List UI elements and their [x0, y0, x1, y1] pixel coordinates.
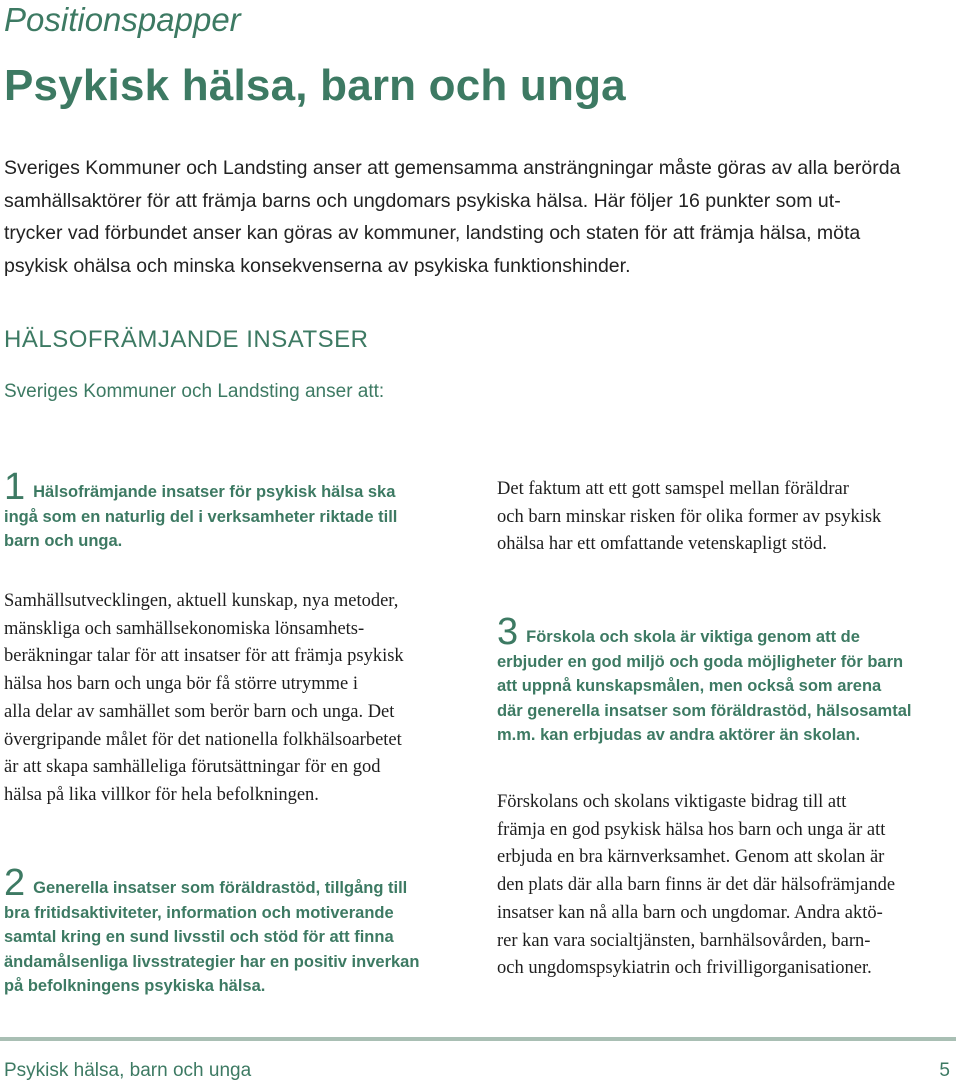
body-line: beräkningar talar för att insatser för att främja psykisk	[4, 646, 404, 667]
point-text-line: erbjuder en god miljö och goda möjligheter för barn	[497, 652, 904, 671]
point-text-line: barn och unga.	[4, 532, 123, 551]
point-text-line: att uppnå kunskapsmålen, men också som arena	[497, 677, 882, 696]
point-number: 2	[4, 862, 26, 904]
body-paragraph-right-1	[497, 476, 957, 559]
body-line: Samhällsutvecklingen, aktuell kunskap, nya metoder,	[4, 591, 399, 611]
body-line: insatser kan nå alla barn och ungdomar. Andra aktö-	[497, 902, 883, 923]
footer-title: Psykisk hälsa, barn och unga	[4, 1060, 252, 1081]
body-line: hälsa hos barn och unga bör få större utrymme i	[4, 674, 358, 695]
point-text-line: bra fritidsaktiviteter, information och motiverande	[4, 903, 394, 922]
intro-line: Sveriges Kommuner och Landsting anser att gemensamma ansträngningar måste göras av alla berörda	[4, 157, 901, 179]
section-subheading: Sveriges Kommuner och Landsting anser att:	[4, 381, 385, 402]
point-text-line: samtal kring en sund livsstil och stöd för att finna	[4, 928, 394, 947]
body-line: Förskolans och skolans viktigaste bidrag till att	[497, 792, 847, 812]
point-text-line: Hälsofrämjande insatser för psykisk hälsa ska	[33, 483, 396, 501]
footer-divider	[0, 1037, 956, 1041]
intro-paragraph	[4, 152, 954, 282]
point-2	[4, 862, 474, 999]
point-text-line: där generella insatser som föräldrastöd, hälsosamtal	[497, 701, 912, 720]
body-line: ohälsa har ett omfattande vetenskapligt stöd.	[497, 534, 827, 555]
point-text-line: Förskola och skola är viktiga genom att de	[526, 628, 860, 646]
body-line: och barn minskar risken för olika former av psykisk	[497, 506, 882, 527]
section-heading: HÄLSOFRÄMJANDE INSATSER	[4, 326, 369, 353]
body-line: är att skapa samhälleliga förutsättningar för en god	[4, 757, 381, 778]
body-line: hälsa på lika villkor för hela befolkningen.	[4, 784, 319, 805]
intro-line: trycker vad förbundet anser kan göras av kommuner, landsting och staten för att främja hälsa, möta	[4, 222, 861, 244]
point-text-line: Generella insatser som föräldrastöd, tillgång till	[33, 879, 408, 897]
point-number: 1	[4, 466, 26, 508]
body-line: Det faktum att ett gott samspel mellan föräldrar	[497, 479, 849, 499]
body-paragraph-left	[4, 588, 474, 810]
intro-line: psykisk ohälsa och minska konsekvenserna av psykiska funktionshinder.	[4, 254, 631, 277]
body-line: främja en god psykisk hälsa hos barn och unga är att	[497, 819, 886, 840]
body-line: och ungdomspsykiatrin och frivilligorganisationer.	[497, 958, 872, 979]
point-number: 3	[497, 611, 519, 653]
body-line: den plats där alla barn finns är det där hälsofrämjande	[497, 875, 896, 896]
point-3	[497, 611, 957, 748]
body-line: övergripande målet för det nationella folkhälsoarbetet	[4, 729, 402, 750]
body-paragraph-right-2	[497, 789, 957, 983]
body-line: erbjuda en bra kärnverksamhet. Genom att skolan är	[497, 847, 885, 868]
point-text-line: ingå som en naturlig del i verksamheter riktade till	[4, 507, 398, 526]
page-kicker: Positionspapper	[4, 1, 241, 38]
page-number: 5	[939, 1060, 950, 1081]
page-title: Psykisk hälsa, barn och unga	[4, 61, 626, 110]
body-line: mänskliga och samhällsekonomiska lönsamhets-	[4, 618, 365, 639]
body-line: rer kan vara socialtjänsten, barnhälsovården, barn-	[497, 930, 871, 951]
point-text-line: m.m. kan erbjudas av andra aktörer än skolan.	[497, 726, 861, 745]
point-text-line: på befolkningens psykiska hälsa.	[4, 977, 266, 996]
intro-line: samhällsaktörer för att främja barns och ungdomars psykiska hälsa. Här följer 16 punkter som ut-	[4, 189, 841, 212]
body-line: alla delar av samhället som berör barn och unga. Det	[4, 701, 395, 722]
point-1	[4, 466, 464, 554]
point-text-line: ändamålsenliga livsstrategier har en positiv inverkan	[4, 952, 420, 971]
